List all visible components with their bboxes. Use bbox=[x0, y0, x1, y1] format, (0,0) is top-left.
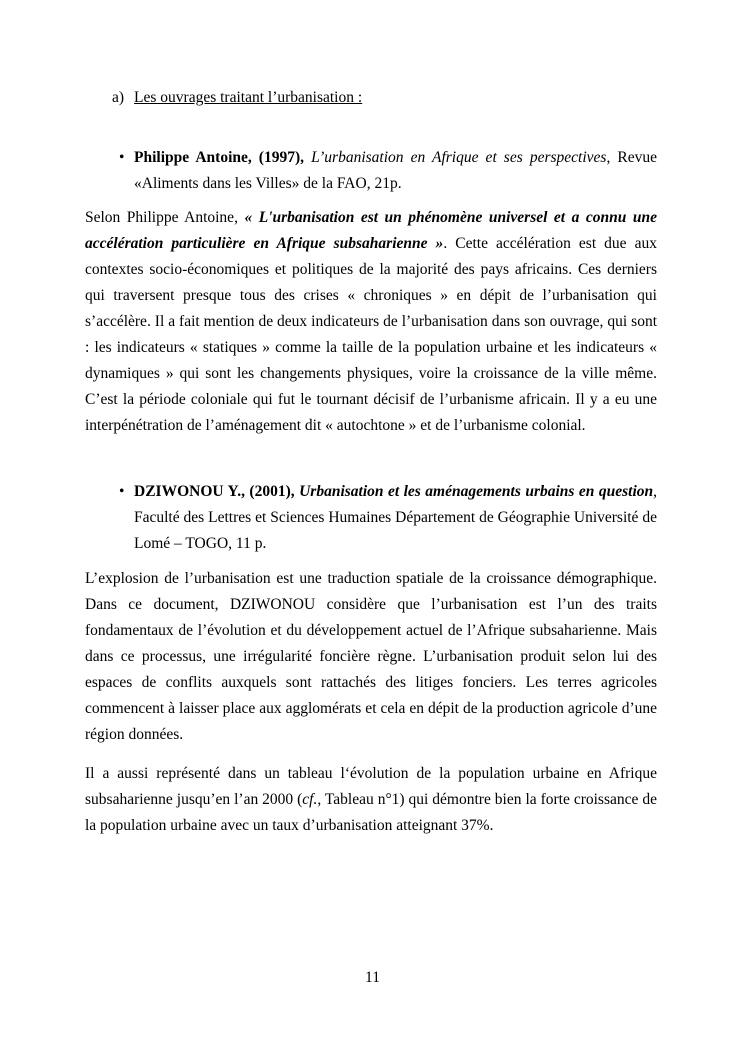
reference-text bbox=[134, 145, 657, 197]
heading-title: Les ouvrages traitant l’urbanisation : bbox=[134, 89, 363, 106]
paragraph-antoine-discussion bbox=[85, 205, 657, 439]
paragraph-body: , Tableau n°1) qui démontre bien la forte croissance de la population urbaine avec un taux d’urbanisation atteignant 37%. bbox=[85, 791, 657, 834]
reference-details: , Faculté des Lettres et Sciences Humaines Département de Géographie Université de Lomé – TOGO, 11 p. bbox=[134, 483, 657, 552]
reference-item-dziwonou bbox=[119, 479, 657, 557]
paragraph-body: . Cette accélération est due aux contextes socio-économiques et politiques de la majorité des pays africains. Ces derniers qui traversent presque tous des crises « chroniques » en dépit de l’urbanisation qui s’accélère. Il a fait mention de deux indicateurs de l’urbanisation dans son ouvrage, qui sont : les indicateurs « statiques » comme la taille de la population urbaine et les indicateurs « dynamiques » qui sont les changements physiques, voire la croissance de la ville même. C’est la période coloniale qui fut le tournant décisif de l’urbanisme africain. Il y a eu une interpénétration de l’aménagement dit « autochtone » et de l’urbanisme colonial. bbox=[85, 235, 657, 434]
page-number: 11 bbox=[365, 969, 380, 986]
bullet-icon: • bbox=[119, 483, 125, 500]
cf-italic: cf. bbox=[302, 791, 318, 808]
reference-details: , Revue «Aliments dans les Villes» de la FAO, 21p. bbox=[134, 149, 657, 192]
bullet-icon: • bbox=[119, 149, 125, 166]
heading-list-marker: a) bbox=[112, 89, 125, 106]
quote-italic: « L'urbanisation est un phénomène universel et a connu une accélération particulière en Afrique subsaharienne » bbox=[85, 209, 657, 252]
reference-item-antoine bbox=[119, 145, 657, 197]
reference-title: Urbanisation et les aménagements urbains en question bbox=[299, 483, 654, 500]
paragraph-table-reference bbox=[85, 761, 657, 839]
reference-author: DZIWONOU Y., (2001), bbox=[134, 483, 300, 500]
paragraph-lead: Il a aussi représenté dans un tableau l‘évolution de la population urbaine en Afrique subsaharienne jusqu’en l’an 2000 ( bbox=[85, 765, 657, 808]
paragraph-lead: Selon Philippe Antoine, bbox=[85, 209, 245, 226]
page-content bbox=[85, 85, 657, 839]
section-heading bbox=[85, 85, 657, 111]
reference-text bbox=[134, 479, 657, 557]
reference-author: Philippe Antoine, (1997), bbox=[134, 149, 312, 166]
reference-title: L’urbanisation en Afrique et ses perspectives bbox=[311, 149, 607, 166]
paragraph-dziwonou-discussion: L’explosion de l’urbanisation est une traduction spatiale de la croissance démographique. Dans ce document, DZIWONOU considère que l’urbanisation est l’un des traits fondamentaux de l’évolution et du développement actuel de l’Afrique subsaharienne. Mais dans ce processus, une irrégularité foncière règne. L’urbanisation produit selon lui des espaces de conflits auxquels sont rattachés des litiges fonciers. Les terres agricoles commencent à laisser place aux agglomérats et cela en dépit de la production agricole d’une région données. bbox=[85, 570, 657, 743]
